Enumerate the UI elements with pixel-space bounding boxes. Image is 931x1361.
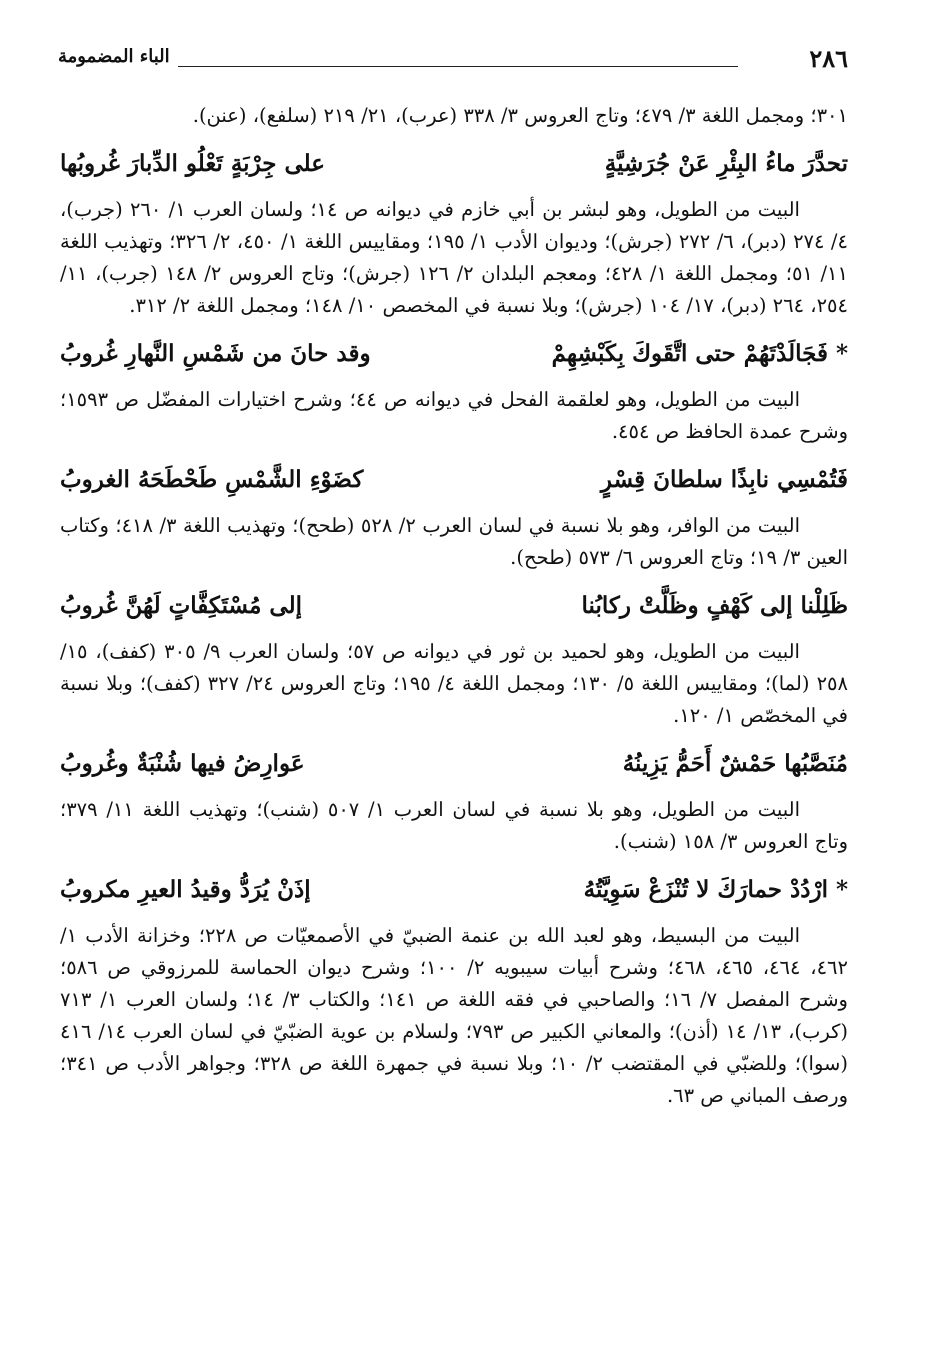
verse-line <box>60 744 848 784</box>
page-content <box>60 100 848 1124</box>
verse-note: البيت من الطويل، وهو بلا نسبة في لسان العرب ١/ ٥٠٧ (شنب)؛ وتهذيب اللغة ١١/ ٣٧٩؛ وتاج العروس ٣/ ١٥٨ (شنب). <box>60 798 848 853</box>
verse-line <box>60 586 848 626</box>
verse-second-hemistich: إذَنْ يُرَدُّ وقيدُ العيرِ مكروبُ <box>60 876 311 903</box>
page-number: ٢٨٦ <box>809 44 848 73</box>
page-header <box>58 40 848 76</box>
verse-note: البيت من البسيط، وهو لعبد الله بن عنمة الضبيّ في الأصمعيّات ص ٢٢٨؛ وخزانة الأدب ١/ ٤٦٢، ٤٦٤، ٤٦٥، ٤٦٨؛ وشرح أبيات سيبويه ٢/ ١٠٠؛ وشرح ديوان الحماسة للمرزوقي ص ٥٨٦؛ وشرح المفصل ٧/ ١٦؛ والصاحبي في فقه اللغة ص ١٤١؛ والكتاب ٣/ ١٤؛ ولسان العرب ١/ ٧١٣ (كرب)، ١٣/ ١٤ (أذن)؛ والمعاني الكبير ص ٧٩٣؛ ولسلام بن عوية الضبّيّ في لسان العرب ١٤/ ٤١٦ (سوا)؛ وللضبّي في المقتضب ٢/ ١٠؛ وبلا نسبة في جمهرة اللغة ص ٣٢٨؛ وجواهر الأدب ص ٣٤١؛ ورصف المباني ص ٦٣. <box>60 924 848 1107</box>
header-rule <box>178 66 738 67</box>
verse-first-hemistich: ظَلِلْنا إلى كَهْفٍ وظَلَّتْ ركابُنا <box>581 592 848 619</box>
verse-first-hemistich: تحدَّرَ ماءُ البِئْرِ عَنْ جُرَشِيَّةٍ <box>604 150 848 177</box>
verse-line <box>60 144 848 184</box>
verse-second-hemistich: عَوارِضُ فيها شُنْبَةٌ وغُروبُ <box>60 750 305 777</box>
verse-first-hemistich: مُنَصَّبُها حَمْشٌ أَحَمُّ يَزِينُهُ <box>622 750 848 777</box>
verse-line <box>60 870 848 910</box>
verse-line <box>60 460 848 500</box>
verse-first-hemistich: * فَجَالَدْتَهُمْ حتى اتَّقَوكَ بِكَبْشِهِمْ <box>551 340 848 367</box>
continuation-note: ٣٠١؛ ومجمل اللغة ٣/ ٤٧٩؛ وتاج العروس ٣/ ٣٣٨ (عرب)، ٢١/ ٢١٩ (سلفع)، (عنن). <box>192 104 848 127</box>
verse-note: البيت من الطويل، وهو لعلقمة الفحل في ديوانه ص ٤٤؛ وشرح اختيارات المفضّل ص ١٥٩٣؛ وشرح عمدة الحافظ ص ٤٥٤. <box>60 388 848 443</box>
verse-first-hemistich: فَتُمْسِي نابِذًا سلطانَ قِسْرٍ <box>600 466 848 493</box>
running-title: الباء المضمومة <box>58 46 170 67</box>
verse-note: البيت من الوافر، وهو بلا نسبة في لسان العرب ٢/ ٥٢٨ (طحح)؛ وتهذيب اللغة ٣/ ٤١٨؛ وكتاب العين ٣/ ١٩؛ وتاج العروس ٦/ ٥٧٣ (طحح). <box>60 514 848 569</box>
verse-note: البيت من الطويل، وهو لحميد بن ثور في ديوانه ص ٥٧؛ ولسان العرب ٩/ ٣٠٥ (كفف)، ١٥/ ٢٥٨ (لما)؛ ومقاييس اللغة ٥/ ١٣٠؛ ومجمل اللغة ٤/ ١٩٥؛ وتاج العروس ٢٤/ ٣٢٧ (كفف)؛ وبلا نسبة في المخصّص ١/ ١٢٠. <box>60 640 848 727</box>
verse-second-hemistich: إلى مُسْتَكِفَّاتٍ لَهُنَّ غُروبُ <box>60 592 302 619</box>
verse-second-hemistich: وقد حانَ من شَمْسِ النَّهارِ غُروبُ <box>60 340 371 367</box>
verse-first-hemistich: * ارْدُدْ حمارَكَ لا تُنْزَعْ سَوِيَّتُهُ <box>583 876 848 903</box>
verse-second-hemistich: على جِرْبَةٍ تَعْلُو الدِّبارَ غُروبُها <box>60 150 325 177</box>
verse-note: البيت من الطويل، وهو لبشر بن أبي خازم في ديوانه ص ١٤؛ ولسان العرب ١/ ٢٦٠ (جرب)، ٤/ ٢٧٤ (دبر)، ٦/ ٢٧٢ (جرش)؛ وديوان الأدب ١/ ١٩٥؛ ومقاييس اللغة ١/ ٤٥٠، ٢/ ٣٢٦؛ وتهذيب اللغة ١١/ ٥١؛ ومجمل اللغة ١/ ٤٢٨؛ ومعجم البلدان ٢/ ١٢٦ (جرش)؛ وتاج العروس ٢/ ١٤٨ (جرب)، ١١/ ٢٥٤، ٢٦٤ (دبر)، ١٧/ ١٠٤ (جرش)؛ وبلا نسبة في المخصص ١٠/ ١٤٨؛ ومجمل اللغة ٢/ ٣١٢. <box>60 198 848 317</box>
verse-line <box>60 334 848 374</box>
verse-second-hemistich: كضَوْءِ الشَّمْسِ طَحْطَحَهُ الغروبُ <box>60 466 364 493</box>
